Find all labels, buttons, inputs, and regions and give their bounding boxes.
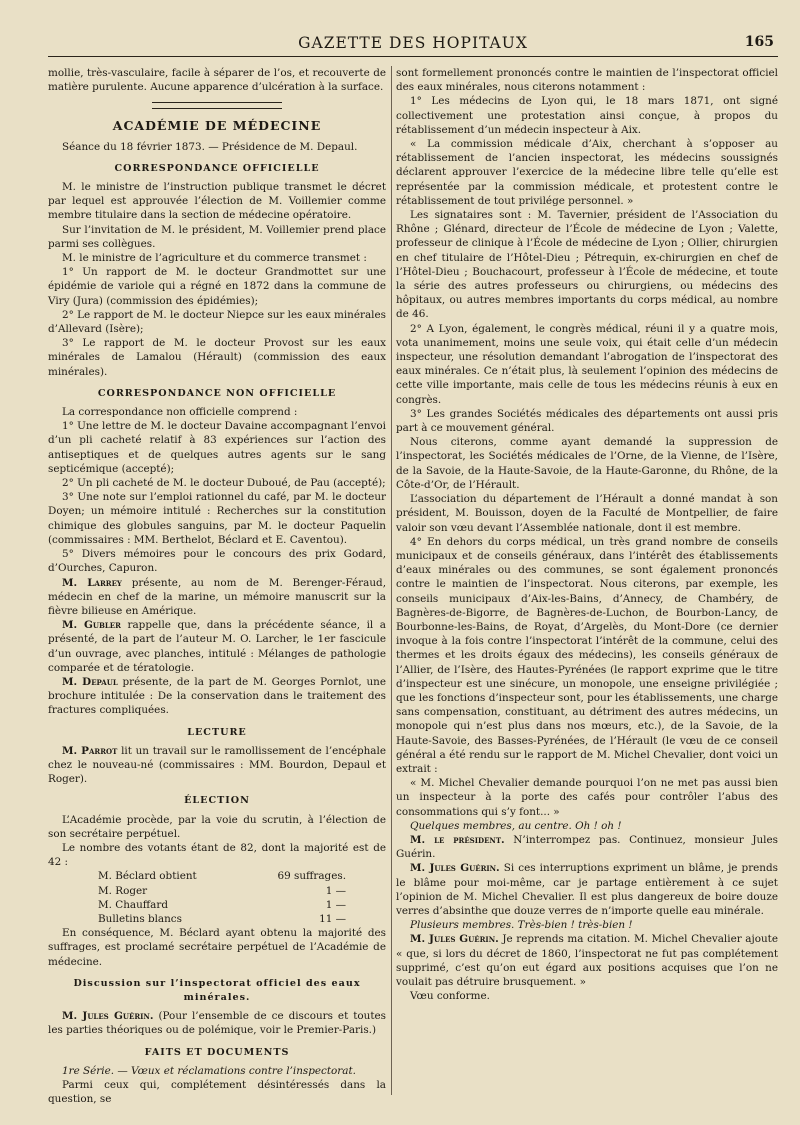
vote-row (48, 884, 386, 898)
guerin-paragraph-2 (396, 932, 778, 989)
speaker-name: M. Jules Guérin. (410, 862, 500, 875)
right-paragraph-1: 1° Les médecins de Lyon qui, le 18 mars 1871, ont signé collectivement une protestation ainsi conçue, à propos du rétablissement d’un médecin inspecteur à Aix. (396, 95, 778, 136)
journal-title: GAZETTE DES HOPITAUX (298, 34, 528, 52)
vote-value: 1 — (325, 884, 346, 897)
session-line: Séance du 18 février 1873. — Présidence de M. Depaul. (62, 140, 358, 153)
right-paragraph-7: L’association du département de l’Hérault a donné mandat à son président, M. Bouisson, doyen de la Faculté de Montpellier, de faire valoir son vœu devant l’Assemblée nationale, dont il est membre. (396, 493, 778, 534)
vote-row (48, 898, 386, 912)
corr-unofficial-2: 2° Un pli cacheté de M. le docteur Duboué, de Pau (accepté); (62, 477, 386, 490)
vote-row (48, 912, 386, 926)
corr-official-4: 2° Le rapport de M. le docteur Niepce sur les eaux minérales d’Allevard (Isère); (48, 308, 386, 336)
presentation-gubler (48, 618, 386, 675)
speaker-name: M. Depaul (62, 675, 118, 688)
vote-row (48, 869, 386, 883)
vote-value: 1 — (325, 898, 346, 911)
right-paragraph-0: sont formellement prononcés contre le maintien de l’inspectorat officiel des eaux minérales, nous citerons notamment : (396, 67, 778, 94)
intro-paragraph: mollie, très-vasculaire, facile à séparer de l’os, et recouverte de matière purulente. Aucune apparence d’ulcération à la surface. (48, 67, 386, 94)
presentation-larrey (48, 576, 386, 619)
president-paragraph (396, 833, 778, 861)
election-title: ÉLECTION (184, 795, 250, 807)
right-paragraph-4: 2° A Lyon, également, le congrès médical, réuni il y a quatre mois, vota unanimement, moins une seule voix, qui était celle d’un médecin inspecteur, une résolution demandant l’abrogation de l’inspectorat des eaux minérales. Ce n’était plus, là seulement l’opinion des médecins de cette ville importante, mais celle de tous les médecins réunis à eux en congrès. (396, 322, 778, 406)
section-rule (152, 102, 282, 109)
corr-official-2: M. le ministre de l’agriculture et du commerce transmet : (62, 252, 367, 265)
speaker-name: M. Parrot (62, 744, 118, 757)
vote-name: Bulletins blancs (98, 912, 182, 925)
right-paragraph-3: Les signataires sont : M. Tavernier, président de l’Association du Rhône ; Glénard, directeur de l’École de médecine de Lyon ; Valette, professeur de clinique à l’École de médecine de Lyon ; Ollier, chirurgien en chef titulaire de l’Hôtel-Dieu ; Pétrequin, ex-chirurgien en chef de l’Hôtel-Dieu ; Bouchacourt, professeur à l’École de médecine, et toute la série des autres professeurs ou chirurgiens, ou médecins des hôpitaux, ou autres membres importants du corps médical, au nombre de 46. (396, 209, 778, 321)
election-count: Le nombre des votants étant de 82, dont la majorité est de 42 : (48, 841, 386, 869)
president-text: N’interrompez pas. Continuez, monsieur Jules Guérin. (396, 833, 778, 861)
right-paragraph-8: 4° En dehors du corps médical, un très grand nombre de conseils municipaux et de conseils généraux, dans l’intérêt des établissements d’eaux minérales ou des communes, se sont également prononcés contre le maintien de l’inspectorat. Nous citerons, par exemple, les conseils municipaux d’Aix-les-Bains, d’Annecy, de Chambéry, de Bagnères-de-Bigorre, de Bagnères-de-Luchon, de Bourbon-Lancy, de Bourbonne-les-Bains, de Royat, d’Argelès, du Mont-Dore (ce dernier invoque à la fois contre l’inspectorat l’intérêt de la commune, celui des thermes et les droits égaux des médecins), les conseils généraux de l’Allier, de l’Isère, des Hautes-Pyrénées (le rapport exprime que le titre d’inspecteur est une sinécure, un monopole, une enseigne privilégiée ; que les fonctions d’inspecteur sont, pour les établissements, une charge sans compensation, constituant, au détriment des autres médecins, un monopole qui n’est plus dans nos mœurs, etc.), de la Savoie, de la Haute-Savoie, des Basses-Pyrénées, de l’Hérault (le vœu de ce conseil général a été rendu sur le rapport de M. Michel Chevalier, dont voici un extrait : (396, 535, 778, 775)
facts-title: FAITS ET DOCUMENTS (144, 1046, 290, 1058)
right-paragraph-2: « La commission médicale d’Aix, cherchant à s’opposer au rétablissement de l’ancien inspectorat, les médecins soussignés déclarent approuver l’exercice de la médecine libre telle qu’elle est représentée par la commission médicale, et protestent contre le rétablissement de tout privilége personnel. » (396, 138, 778, 207)
vote-name: M. Roger (98, 884, 148, 897)
election-result: En conséquence, M. Béclard ayant obtenu la majorité des suffrages, est proclamé secrétaire perpétuel de l’Académie de médecine. (48, 927, 386, 968)
interjection-1: Quelques membres, au centre. Oh ! oh ! (410, 819, 622, 832)
right-paragraph-9: « M. Michel Chevalier demande pourquoi l’on ne met pas aussi bien un inspecteur à la porte des cafés pour contrôler l’abus des consommations qui s’y font... » (396, 777, 778, 818)
lecture-title: LECTURE (187, 726, 247, 738)
right-paragraph-5: 3° Les grandes Sociétés médicales des départements ont aussi pris part à ce mouvement général. (396, 407, 778, 435)
discussion-paragraph (48, 1009, 386, 1037)
corr-official-5: 3° Le rapport de M. le docteur Provost sur les eaux minérales de Lamalou (Hérault) (commission des eaux minérales). (48, 337, 386, 378)
corr-unofficial-title: CORRESPONDANCE NON OFFICIELLE (97, 387, 337, 399)
guerin-paragraph-1 (396, 861, 778, 918)
facts-text: Parmi ceux qui, complétement désintéressés dans la question, se (48, 1079, 386, 1106)
discussion-text: (Pour l’ensemble de ce discours et toutes les parties théoriques ou de polémique, voir le Premier-Paris.) (48, 1010, 386, 1037)
corr-unofficial-0: La correspondance non officielle comprend : (62, 406, 298, 419)
speaker-name: M. Jules Guérin. (410, 933, 499, 946)
right-column (396, 66, 778, 1095)
presentation-text: rappelle que, dans la précédente séance, il a présenté, de la part de l’auteur M. O. Larcher, le 1er fascicule d’un ouvrage, avec planches, intitulé : Mélanges de pathologie comparée et de tératologie. (48, 619, 386, 674)
speaker-name: M. Larrey (62, 576, 122, 589)
lecture-text: lit un travail sur le ramollissement de l’encéphale chez le nouveau-né (commissaires : MM. Bourdon, Depaul et Roger). (48, 744, 386, 786)
corr-unofficial-3: 3° Une note sur l’emploi rationnel du café, par M. le docteur Doyen; un mémoire intitulé : Recherches sur la constitution chimique des globules sanguins, par M. le docteur Paquelin (commissaires : MM. Berthelot, Béclard et E. Caventou). (48, 491, 386, 546)
lecture-paragraph (48, 744, 386, 787)
columns (48, 66, 778, 1106)
corr-official-3: 1° Un rapport de M. le docteur Grandmottet sur une épidémie de variole qui a régné en 1872 dans la commune de Viry (Jura) (commission des épidémies); (48, 266, 386, 307)
corr-unofficial-1: 1° Une lettre de M. le docteur Davaine accompagnant l’envoi d’un pli cacheté relatif à 83 expériences sur l’action des antiseptiques et de quelques autres agents sur le sang septicémique (accepté); (48, 420, 386, 475)
closing-line: Vœu conforme. (410, 990, 490, 1003)
presentation-text: présente, de la part de M. Georges Pornlot, une brochure intitulée : De la conservation dans le traitement des fractures compliquées. (48, 675, 386, 717)
academy-title: ACADÉMIE DE MÉDECINE (112, 118, 322, 134)
corr-unofficial-4: 5° Divers mémoires pour le concours des prix Godard, d’Ourches, Capuron. (48, 548, 386, 575)
corr-official-0: M. le ministre de l’instruction publique transmet le décret par lequel est approuvée l’élection de M. Voillemier comme membre titulaire dans la section de médecine opératoire. (48, 181, 386, 222)
vote-value: 69 suffrages. (277, 870, 346, 883)
election-intro: L’Académie procède, par la voie du scrutin, à l’élection de son secrétaire perpétuel. (48, 813, 386, 840)
page-header (48, 30, 778, 57)
vote-name: M. Béclard obtient (98, 870, 197, 883)
guerin-text: Je reprends ma citation. M. Michel Chevalier ajoute « que, si lors du décret de 1860, l’inspectorat ne fut pas complétement supprimé, c’est qu’on eut égard aux positions acquises que l’on ne voulait pas détruire brusquement. » (396, 933, 778, 988)
guerin-text: Si ces interruptions expriment un blâme, je prends le blâme pour moi-même, car je partage entièrement à ce sujet l’opinion de M. Michel Chevalier. Il est plus dangereux de boire douze verres d’absinthe que douze verres de n’importe quelle eau minérale. (396, 862, 778, 917)
left-column (48, 66, 386, 1106)
facts-series: 1re Série. — Vœux et réclamations contre l’inspectorat. (62, 1064, 356, 1077)
speaker-name: M. Jules Guérin. (62, 1010, 154, 1023)
vote-name: M. Chauffard (98, 898, 168, 911)
column-divider (391, 66, 392, 1095)
speaker-name: M. Gubler (62, 619, 121, 632)
corr-official-1: Sur l’invitation de M. le président, M. Voillemier prend place parmi ses collègues. (48, 223, 386, 250)
right-paragraph-6: Nous citerons, comme ayant demandé la suppression de l’inspectorat, les Sociétés médicales de l’Orne, de la Vienne, de l’Isère, de la Savoie, de la Haute-Savoie, de la Haute-Garonne, du Rhône, de la Côte-d’Or, de l’Hérault. (396, 436, 778, 491)
discussion-title: Discussion sur l’inspectorat officiel des eaux minérales. (73, 977, 361, 1003)
vote-value: 11 — (319, 912, 346, 925)
speaker-name: M. le président. (410, 833, 505, 846)
presentation-text: présente, au nom de M. Berenger-Féraud, médecin en chef de la marine, un mémoire manuscrit sur la fièvre bilieuse en Amérique. (48, 576, 386, 617)
presentation-depaul (48, 675, 386, 718)
page-number: 165 (744, 34, 774, 50)
interjection-2: Plusieurs membres. Très-bien ! très-bien ! (410, 919, 633, 932)
corr-official-title: CORRESPONDANCE OFFICIELLE (114, 162, 320, 174)
